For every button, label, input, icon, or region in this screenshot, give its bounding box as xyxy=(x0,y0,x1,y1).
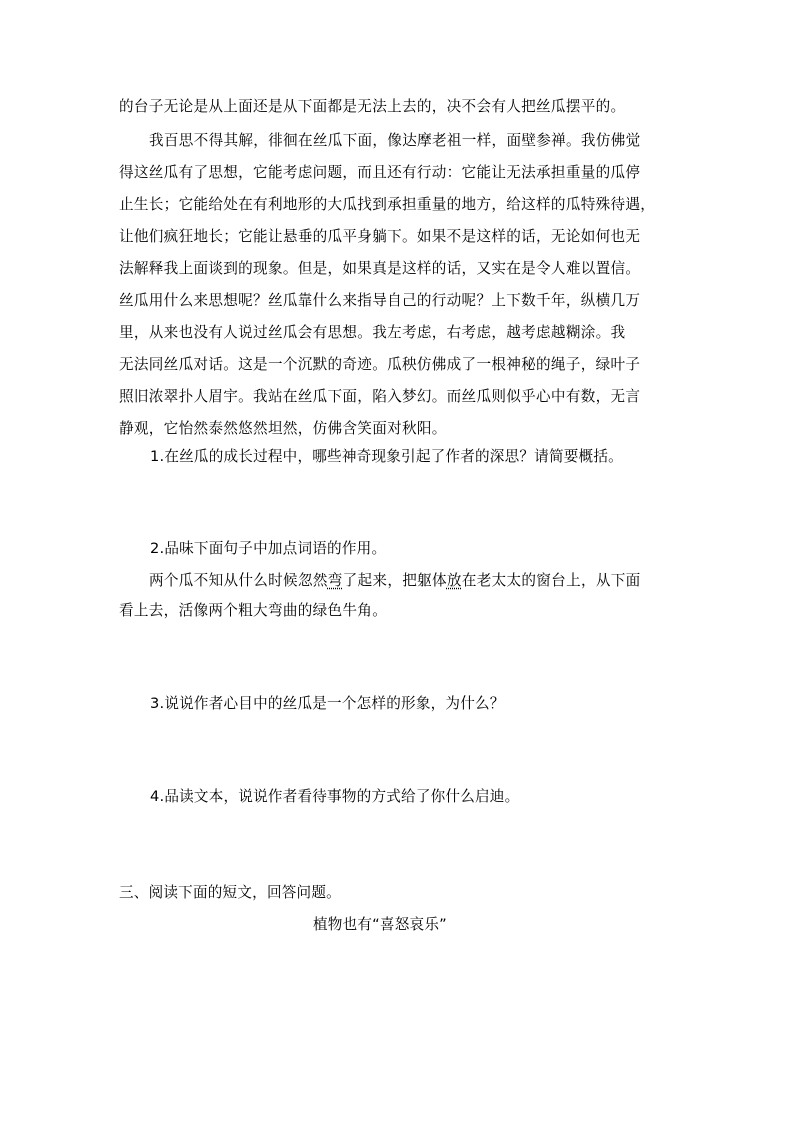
dotted-word-fang: 放 xyxy=(446,572,462,589)
passage-line: 静观，它怡然泰然悠然坦然，仿佛含笑面对秋阳。 xyxy=(119,420,447,437)
passage-line: 照旧浓翠扑人眉宇。我站在丝瓜下面，陷入梦幻。而丝瓜则似乎心中有数，无言 xyxy=(119,388,641,405)
question-3: 3.说说作者心目中的丝瓜是一个怎样的形象，为什么？ xyxy=(150,695,505,712)
passage-line: 无法同丝瓜对话。这是一个沉默的奇迹。瓜秧仿佛成了一根神秘的绳子，绿叶子 xyxy=(119,356,641,373)
passage-line: 丝瓜用什么来思想呢？丝瓜靠什么来指导自己的行动呢？上下数千年，纵横几万 xyxy=(119,292,641,309)
passage-line: 法解释我上面谈到的现象。但是，如果真是这样的话，又实在是令人难以置信。 xyxy=(119,260,641,277)
quote-text: 两个瓜不知从什么时候忽然 xyxy=(149,572,328,589)
section-3-heading: 三、阅读下面的短文，回答问题。 xyxy=(119,884,341,901)
quote-line-2: 看上去，活像两个粗大弯曲的绿色牛角。 xyxy=(119,602,388,619)
quote-text: 了起来，把躯体 xyxy=(342,572,447,589)
quote-line-1 xyxy=(149,571,641,591)
passage-line: 的台子无论是从上面还是从下面都是无法上去的，决不会有人把丝瓜摆平的。 xyxy=(119,98,626,115)
passage-line: 止生长；它能给处在有利地形的大瓜找到承担重量的地方，给这样的瓜特殊待遇， xyxy=(119,196,656,213)
question-2: 2.品味下面句子中加点词语的作用。 xyxy=(150,540,387,557)
quote-text: 在老太太的窗台上，从下面 xyxy=(461,572,641,589)
passage-line: 得这丝瓜有了思想，它能考虑问题，而且还有行动：它能让无法承担重量的瓜停 xyxy=(119,164,641,181)
passage-line: 我百思不得其解，徘徊在丝瓜下面，像达摩老祖一样，面壁参禅。我仿佛觉 xyxy=(149,132,641,149)
article-title: 植物也有“喜怒哀乐” xyxy=(313,916,447,933)
question-4: 4.品读文本，说说作者看待事物的方式给了你什么启迪。 xyxy=(150,788,520,805)
question-1: 1.在丝瓜的成长过程中，哪些神奇现象引起了作者的深思？请简要概括。 xyxy=(150,448,623,465)
passage-line: 里，从来也没有人说过丝瓜会有思想。我左考虑，右考虑，越考虑越糊涂。我 xyxy=(119,324,626,341)
passage-line: 让他们疯狂地长；它能让悬垂的瓜平身躺下。如果不是这样的话，无论如何也无 xyxy=(119,228,641,245)
dotted-word-wan: 弯 xyxy=(327,572,343,589)
